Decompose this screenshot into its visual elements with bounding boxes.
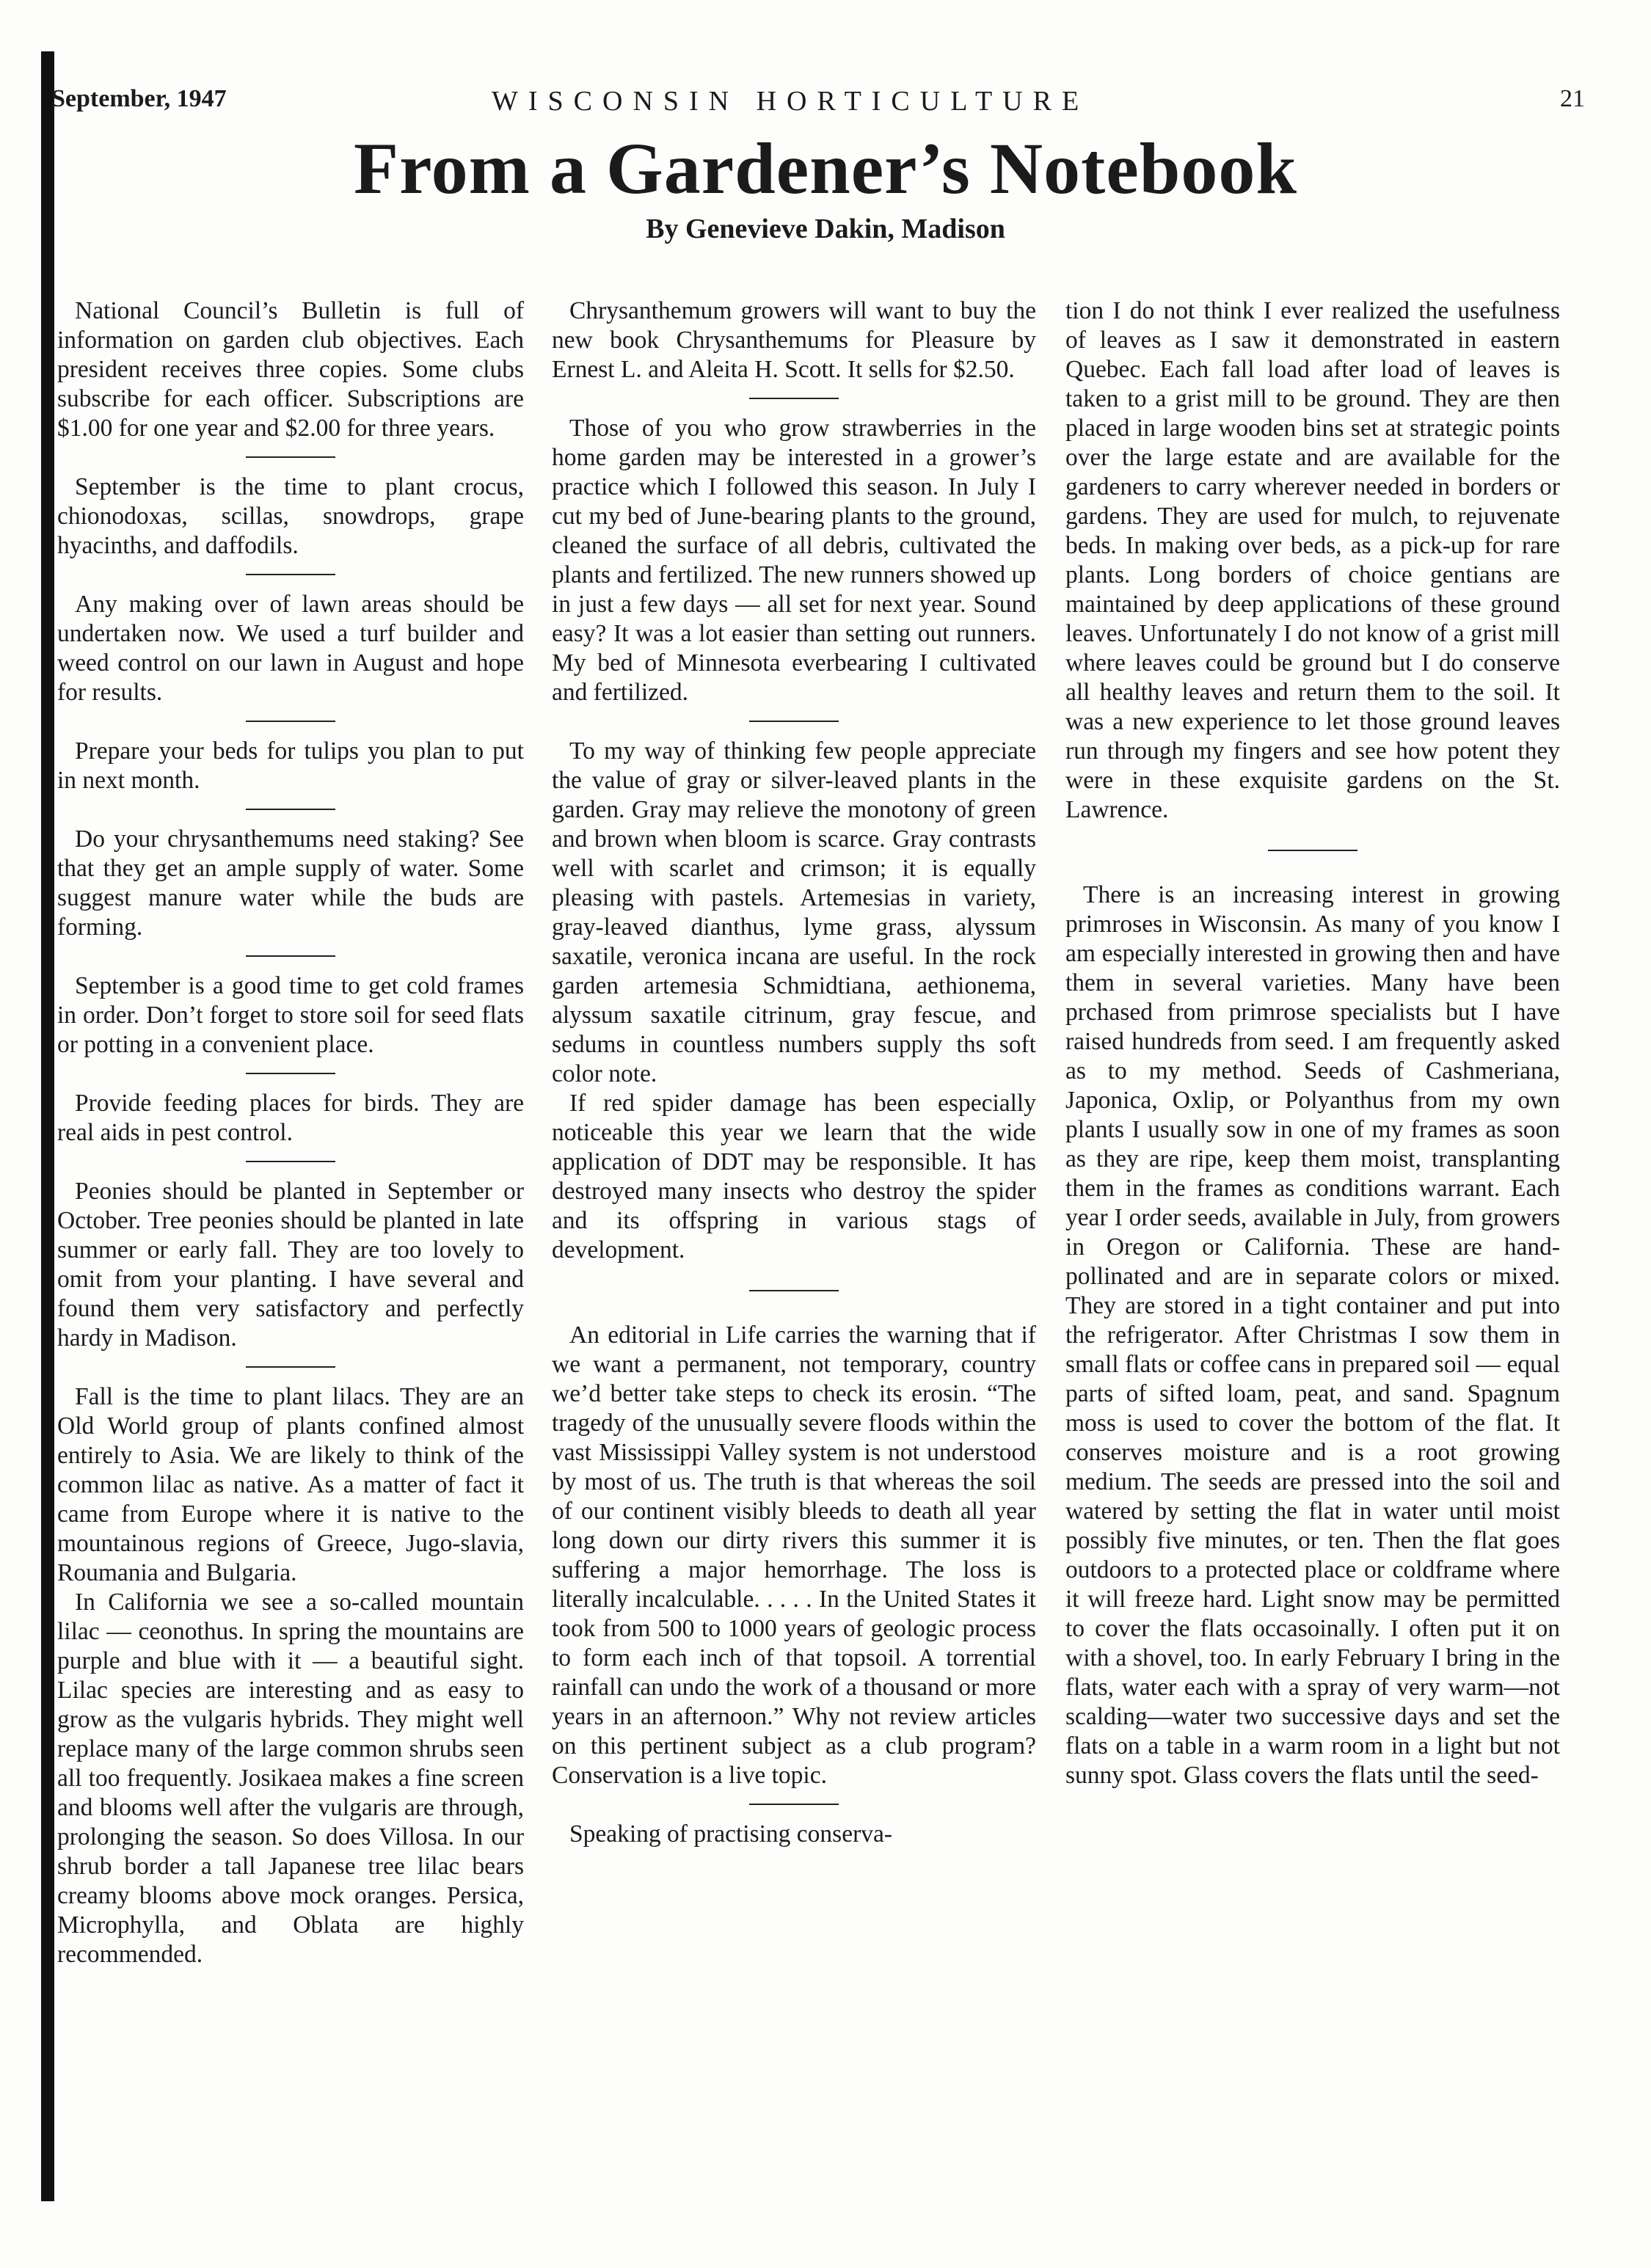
divider-rule (246, 1073, 335, 1074)
paragraph: Any making over of lawn areas should be undertaken now. We used a turf builder and weed control on our lawn in August and hope for results. (57, 591, 524, 706)
divider-rule (246, 955, 335, 957)
paragraph: An editorial in Life carries the warning that if we want a permanent, not temporary, country we’d better take steps to check its erosin. “The tragedy of the unusually severe floods within the vast Mississippi Valley system is not understood by most of us. The truth is that whereas the soil of our continent visibly bleeds to death all year long down our dirty rivers this summer it is suffering a major hemorrhage. The loss is literally incalculable. . . . . In the United States it took from 500 to 1000 years of geologic process to form each inch of that topsoil. A torrential rainfall can undo the work of a thousand or more years in an afternoon.” Why not review articles on this pertinent subject as a club program? Conservation is a live topic. (552, 1321, 1036, 1789)
divider-rule (749, 1290, 839, 1291)
paragraph: Provide feeding places for birds. They are real aids in pest control. (57, 1090, 524, 1146)
running-head (51, 85, 1585, 123)
paragraph: To my way of thinking few people appreciate the value of gray or silver-leaved plants in the garden. Gray may relieve the monotony of green and brown when bloom is scarce. Gray contrasts well with scarlet and crimson; it is equally pleasing with pastels. Artemesias in variety, gray-leaved dianthus, lyme grass, alyssum saxatile, veronica incana are useful. In the rock garden artemesia Schmidtiana, aethionema, alyssum saxatile citrinum, gray fescue, and sedums in countless numbers supply ths soft color note. (552, 737, 1036, 1087)
divider-rule (246, 1161, 335, 1162)
column-2 (552, 296, 1036, 1849)
divider-rule (246, 809, 335, 810)
issue-date: September, 1947 (51, 85, 227, 112)
paragraph: If red spider damage has been especially noticeable this year we learn that the wide application of DDT may be responsible. It has destroyed many insects who destroy the spider and its offspring in various stags of development. (552, 1090, 1036, 1264)
divider-rule (246, 574, 335, 575)
article-byline: By Genevieve Dakin, Madison (646, 214, 1005, 244)
divider-rule (246, 721, 335, 722)
paragraph: Peonies should be planted in September or October. Tree peonies should be planted in late summer or early fall. They are too lovely to omit from your planting. I have several and found them very satisfactory and perfectly hardy in Madison. (57, 1178, 524, 1352)
paragraph: Prepare your beds for tulips you plan to put in next month. (57, 737, 524, 794)
paragraph: Fall is the time to plant lilacs. They are an Old World group of plants confined almost entirely to Asia. We are likely to think of the common lilac as native. As a matter of fact it came from Europe where it is native to the mountainous regions of Greece, Jugo-slavia, Roumania and Bulgaria. (57, 1383, 524, 1586)
paragraph: Speaking of practising conserva- (569, 1820, 893, 1848)
paragraph: Those of you who grow strawberries in the home garden may be interested in a grower’s practice which I followed this season. In July I cut my bed of June-bearing plants to the ground, cleaned the surface of all debris, cultivated the plants and fertilized. The new runners showed up in just a few days — all set for next year. Sound easy? It was a lot easier than setting out runners. My bed of Minnesota everbearing I cultivated and fertilized. (552, 415, 1036, 706)
binding-edge (41, 51, 54, 2201)
magazine-name: WISCONSIN HORTICULTURE (492, 86, 1090, 117)
paragraph: There is an increasing interest in growing primroses in Wisconsin. As many of you know I am especially interested in growing then and have them in several varieties. Many have been prchased from primrose specialists but I have raised hundreds from seed. I am frequently asked as to my method. Seeds of Cashmeriana, Japonica, Oxlip, or Polyanthus from my own plants I usually sow in one of my frames as soon as they are ripe, keep them moist, transplanting them in the frames as conditions warrant. Each year I order seeds, available in July, from growers in Oregon or California. These are hand-pollinated and are in separate colors or mixed. They are stored in a tight container and put into the refrigerator. After Christmas I sow them in small flats or coffee cans in prepared soil — equal parts of sifted loam, peat, and sand. Spagnum moss is used to cover the bottom of the flat. It conserves moisture and is a root growing medium. The seeds are pressed into the soil and watered by setting the flat in water until moist possibly five minutes, or ten. Then the flat goes outdoors to a protected place or coldframe where it will freeze hard. Light snow may be permitted to cover the flats occasoinally. I often put it on with a shovel, too. In early February I bring in the flats, water each with a spray of very warm—not scalding—water two successive days and set the flats on a table in a warm room in a light but not sunny spot. Glass covers the flats until the seed- (1065, 881, 1560, 1789)
article-title: From a Gardener’s Notebook (354, 128, 1297, 209)
page-number: 21 (1560, 85, 1585, 112)
paragraph: tion I do not think I ever realized the usefulness of leaves as I saw it demonstrated in eastern Quebec. Each fall load after load of leaves is taken to a grist mill to be ground. They are then placed in large wooden bins set at strategic points over the large estate and are available for the gardeners to carry wherever needed in borders or gardens. They are used for mulch, to rejuvenate beds. In making over beds, as a pick-up for rare plants. Long borders of choice gentians are maintained by deep applications of these ground leaves. Unfortunately I do not know of a grist mill where leaves could be ground but I do conserve all healthy leaves and return them to the soil. It was a new experience to let those ground leaves run through my fingers and see how potent they were in these exquisite gardens on the St. Lawrence. (1065, 297, 1560, 823)
paragraph: September is the time to plant crocus, chionodoxas, scillas, snowdrops, grape hyacinths, and daffodils. (57, 473, 524, 559)
paragraph: Do your chrysanthemums need staking? See that they get an ample supply of water. Some suggest manure water while the buds are forming. (57, 825, 524, 941)
divider-rule (749, 1804, 839, 1805)
divider-rule (749, 398, 839, 399)
paragraph: September is a good time to get cold frames in order. Don’t forget to store soil for seed flats or potting in a convenient place. (57, 972, 524, 1058)
divider-rule (1268, 850, 1357, 851)
divider-rule (749, 721, 839, 722)
paragraph: Chrysanthemum growers will want to buy the new book Chrysanthemums for Pleasure by Ernest L. and Aleita H. Scott. It sells for $2.50. (552, 297, 1036, 383)
column-1 (57, 296, 524, 1969)
paragraph: In California we see a so-called mountain lilac — ceonothus. In spring the mountains are purple and blue with it — a beautiful sight. Lilac species are interesting and as easy to grow as the vulgaris hybrids. They might well replace many of the large common shrubs seen all too frequently. Josikaea makes a fine screen and blooms well after the vulgaris are through, prolonging the season. So does Villosa. In our shrub border a tall Japanese tree lilac bears creamy blooms above mock oranges. Persica, Microphylla, and Oblata are highly recommended. (57, 1589, 524, 1968)
paragraph: National Council’s Bulletin is full of information on garden club objectives. Each president receives three copies. Some clubs subscribe for each officer. Subscriptions are $1.00 for one year and $2.00 for three years. (57, 297, 524, 442)
column-3 (1065, 296, 1560, 1790)
divider-rule (246, 456, 335, 458)
divider-rule (246, 1366, 335, 1368)
